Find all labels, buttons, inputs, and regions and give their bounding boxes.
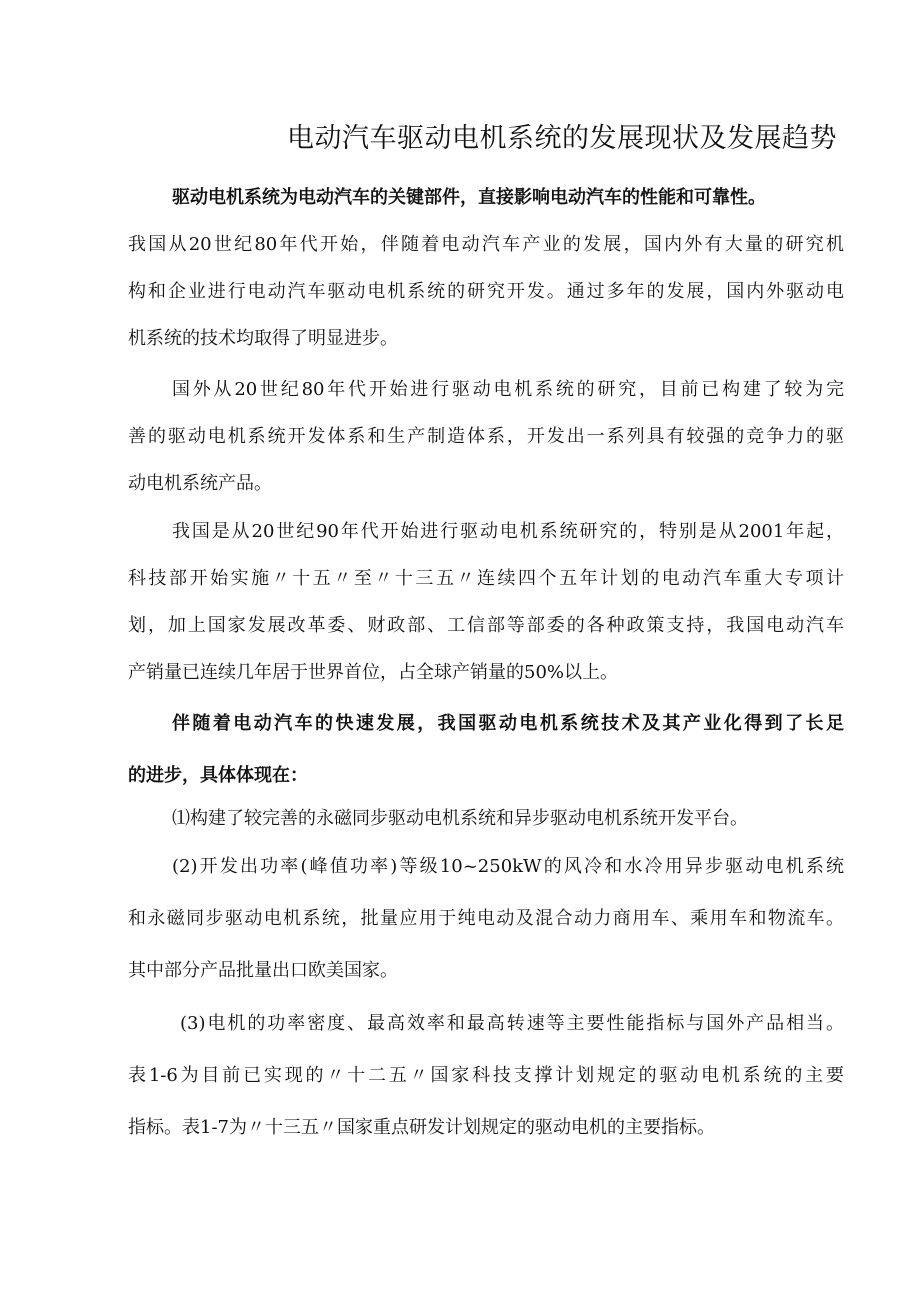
paragraph-line: 的进步，具体体现在： xyxy=(128,765,308,786)
paragraph-domestic xyxy=(128,508,844,696)
paragraph-line: 国外从20世纪80年代开始进行驱动电机系统的研究，目前已构建了较为完 xyxy=(172,379,844,400)
paragraph-line: ⑴构建了较完善的永磁同步驱动电机系统和异步驱动电机系统开发平台。 xyxy=(172,808,748,829)
paragraph-line: 机系统的技术均取得了明显进步。 xyxy=(128,328,398,349)
paragraph-line: 构和企业进行电动汽车驱动电机系统的研究开发。通过多年的发展，国内外驱动电 xyxy=(128,281,844,302)
paragraph-line: 驱动电机系统为电动汽车的关键部件，直接影响电动汽车的性能和可靠性。 xyxy=(172,187,766,208)
paragraph-line: 动电机系统产品。 xyxy=(128,473,272,494)
paragraph-progress xyxy=(128,698,844,802)
paragraph-line: 产销量已连续几年居于世界首位，占全球产销量的50%以上。 xyxy=(128,662,619,683)
paragraph-line: 善的驱动电机系统开发体系和生产制造体系，开发出一系列具有较强的竞争力的驱 xyxy=(128,426,844,447)
paragraph-line: 科技部开始实施〃十五〃至〃十三五〃连续四个五年计划的电动汽车重大专项计 xyxy=(128,568,844,589)
paragraph-line: 和永磁同步驱动电机系统，批量应用于纯电动及混合动力商用车、乘用车和物流车。 xyxy=(128,908,844,929)
paragraph-line: 划，加上国家发展改革委、财政部、工信部等部委的各种政策支持，我国电动汽车 xyxy=(128,615,844,636)
document-title: 电动汽车驱动电机系统的发展现状及发展趋势 xyxy=(287,123,837,154)
list-item-1 xyxy=(128,793,844,845)
paragraph-intro xyxy=(128,174,844,362)
list-item-3 xyxy=(128,998,844,1154)
paragraph-line: 其中部分产品批量出口欧美国家。 xyxy=(128,960,398,981)
paragraph-line: 指标。表1-7为〃十三五〃国家重点研发计划规定的驱动电机的主要指标。 xyxy=(128,1117,715,1138)
list-item-2 xyxy=(128,841,844,997)
paragraph-line: (3)电机的功率密度、最高效率和最高转速等主要性能指标与国外产品相当。 xyxy=(180,1013,844,1034)
paragraph-line: (2)开发出功率(峰值功率)等级10~250kW的风冷和水冷用异步驱动电机系统 xyxy=(172,856,844,877)
paragraph-line: 表1-6为目前已实现的〃十二五〃国家科技支撑计划规定的驱动电机系统的主要 xyxy=(128,1065,844,1086)
paragraph-foreign xyxy=(128,366,844,507)
paragraph-line: 伴随着电动汽车的快速发展，我国驱动电机系统技术及其产业化得到了长足 xyxy=(172,713,844,734)
paragraph-line: 我国是从20世纪90年代开始进行驱动电机系统研究的，特别是从2001年起， xyxy=(172,521,844,542)
paragraph-line: 我国从20世纪80年代开始，伴随着电动汽车产业的发展，国内外有大量的研究机 xyxy=(128,234,844,255)
